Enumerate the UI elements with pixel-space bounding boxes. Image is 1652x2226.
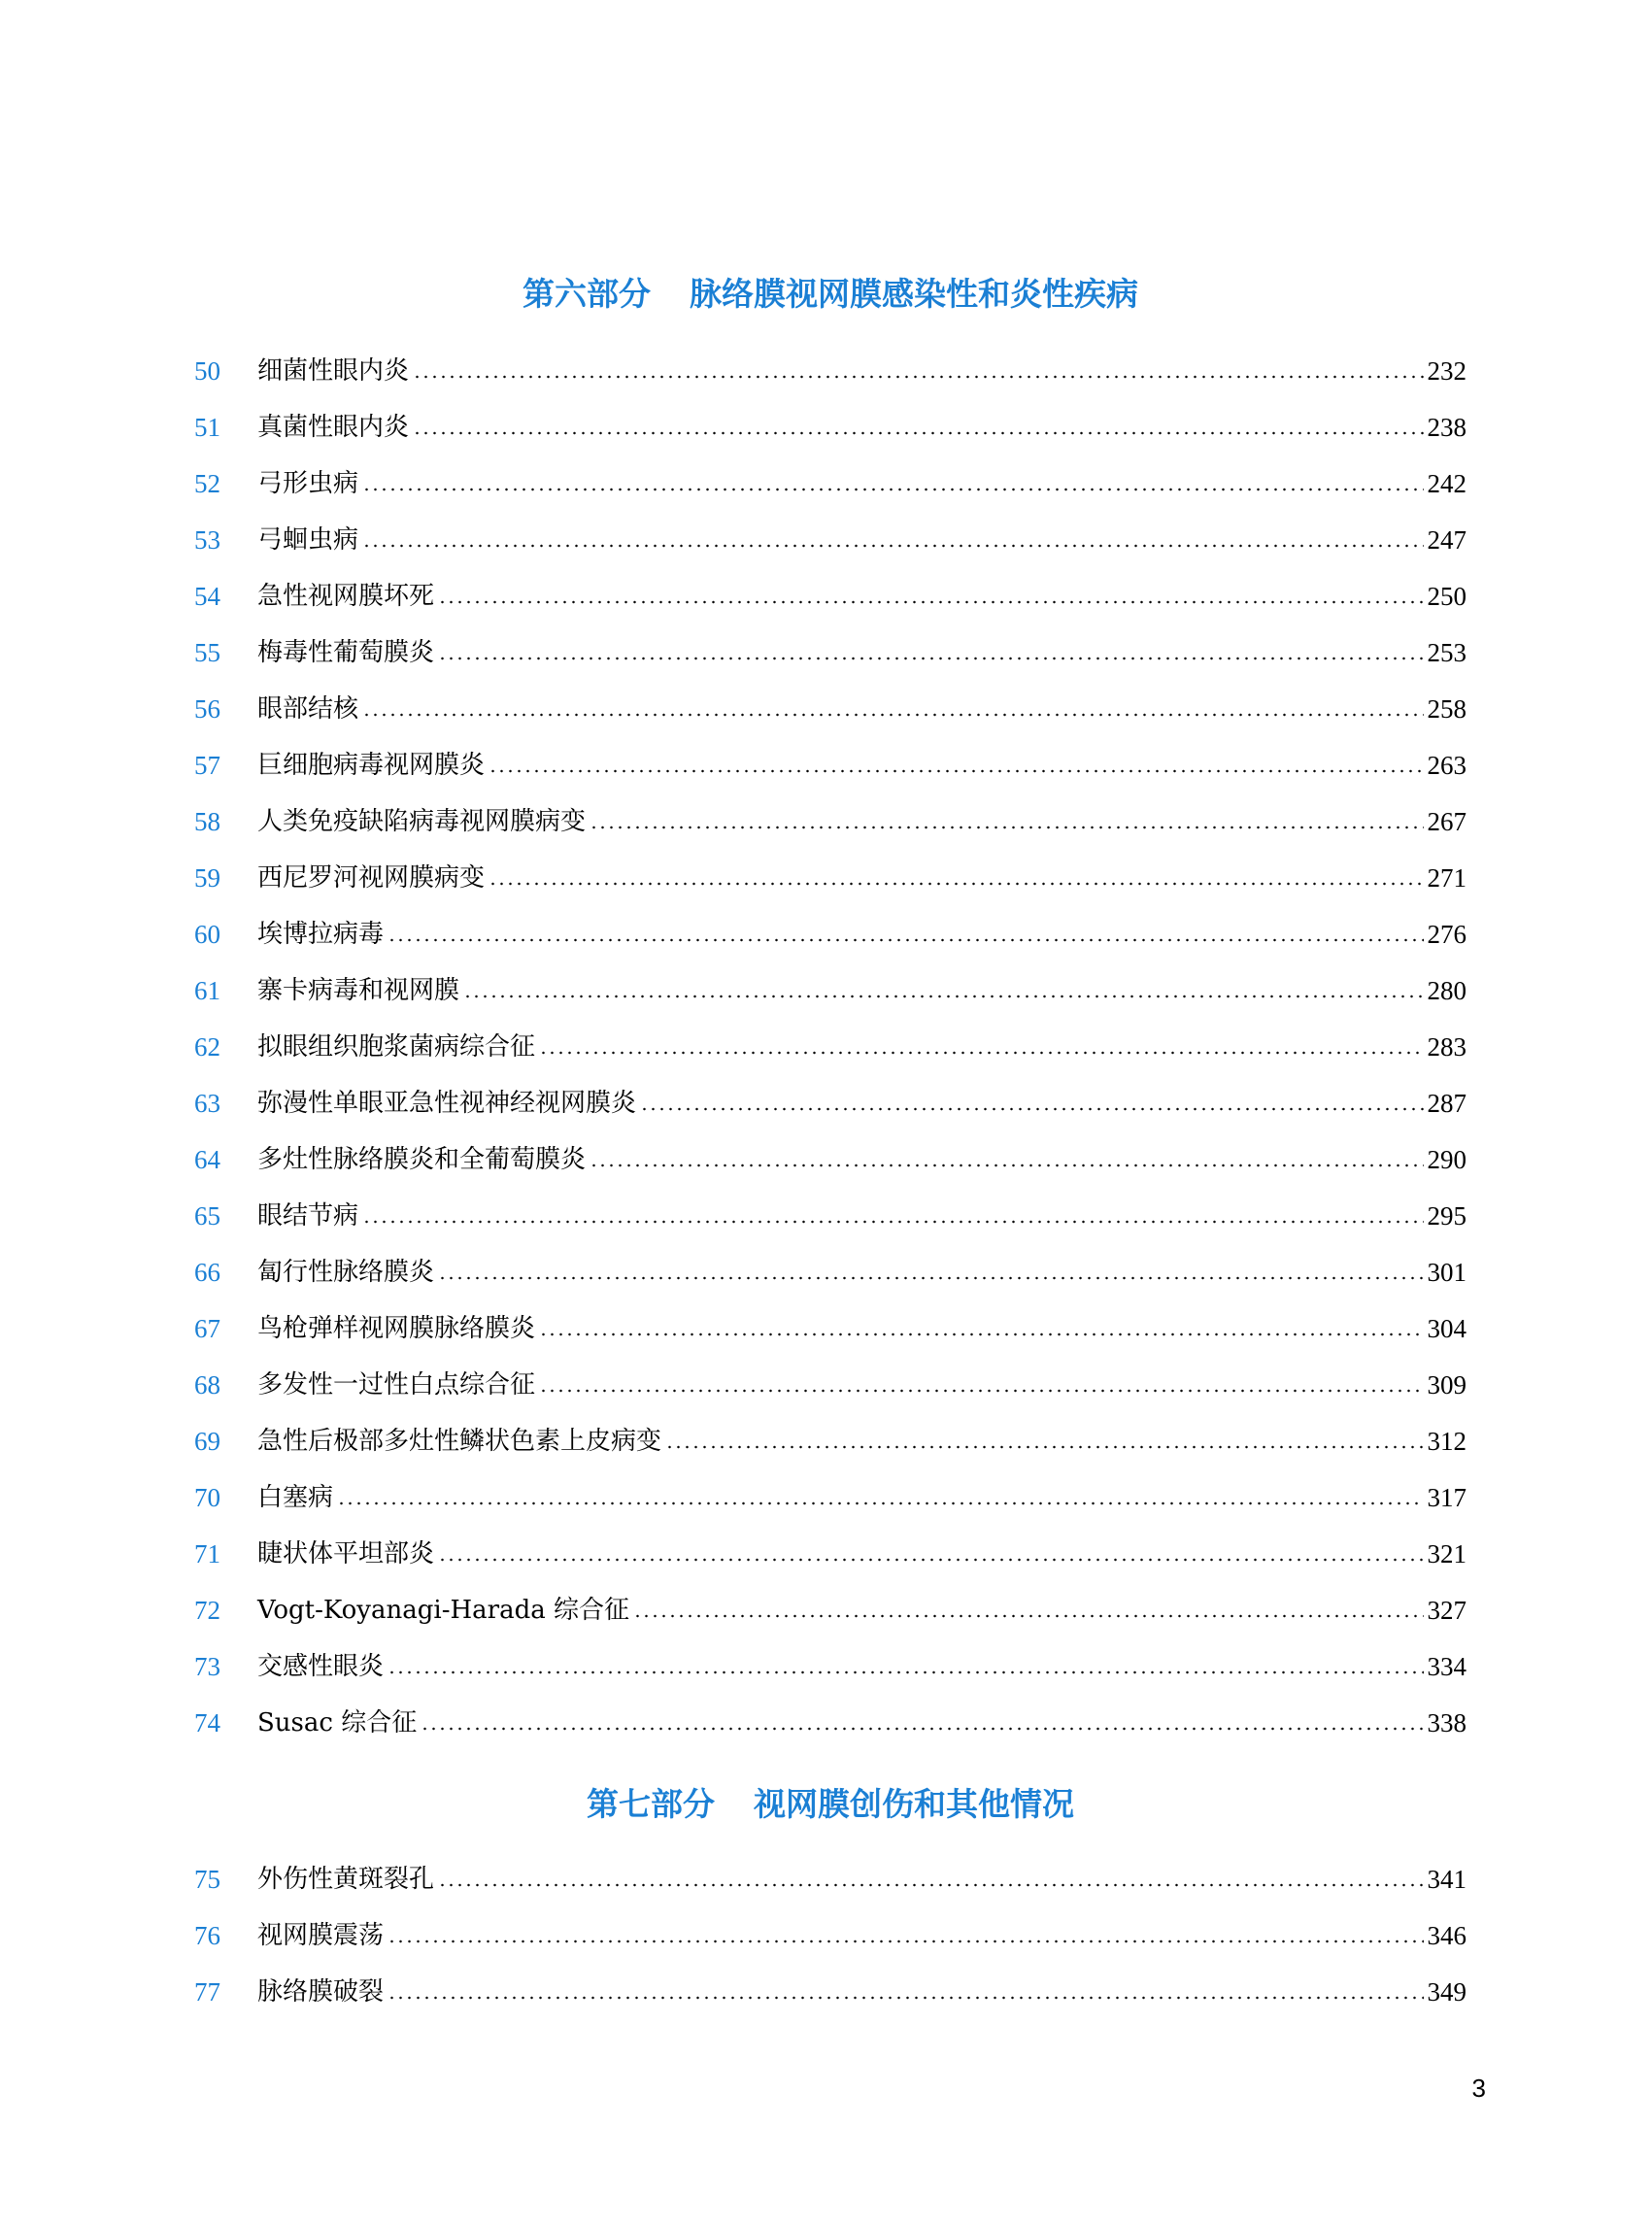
chapter-title: 埃博拉病毒 bbox=[257, 920, 385, 949]
dot-leader bbox=[590, 1140, 1423, 1179]
chapter-number: 59 bbox=[194, 863, 220, 893]
chapter-number: 71 bbox=[194, 1539, 220, 1568]
chapter-title: 真菌性眼内炎 bbox=[257, 413, 410, 442]
page-number: 290 bbox=[1427, 1145, 1467, 1174]
toc-entry[interactable] bbox=[194, 1197, 1467, 1235]
toc-entry[interactable] bbox=[194, 1535, 1467, 1573]
chapter-number: 57 bbox=[194, 751, 220, 780]
chapter-title: 视网膜震荡 bbox=[257, 1921, 385, 1950]
toc-entry[interactable] bbox=[194, 577, 1467, 616]
toc-entry[interactable] bbox=[194, 1140, 1467, 1179]
chapter-title: 巨细胞病毒视网膜炎 bbox=[257, 751, 486, 780]
chapter-number: 63 bbox=[194, 1089, 220, 1118]
page-number: 301 bbox=[1427, 1258, 1467, 1287]
chapter-title: 交感性眼炎 bbox=[257, 1652, 385, 1681]
page-number: 242 bbox=[1427, 469, 1467, 498]
chapter-number: 55 bbox=[194, 638, 220, 667]
chapter-title: 寨卡病毒和视网膜 bbox=[257, 976, 460, 1005]
chapter-title: 弥漫性单眼亚急性视神经视网膜炎 bbox=[257, 1089, 637, 1118]
toc-entry[interactable] bbox=[194, 1084, 1467, 1123]
dot-leader bbox=[388, 915, 1423, 954]
chapter-title: 眼部结核 bbox=[257, 694, 359, 724]
toc-entry[interactable] bbox=[194, 915, 1467, 954]
chapter-title: 多发性一过性白点综合征 bbox=[257, 1370, 536, 1400]
chapter-number: 77 bbox=[194, 1977, 220, 2007]
chapter-title: Susac 综合征 bbox=[257, 1708, 418, 1737]
toc-entry[interactable] bbox=[194, 971, 1467, 1010]
toc-entry[interactable] bbox=[194, 859, 1467, 897]
chapter-title: 鸟枪弹样视网膜脉络膜炎 bbox=[257, 1314, 536, 1343]
chapter-number: 66 bbox=[194, 1258, 220, 1287]
chapter-title: 梅毒性葡萄膜炎 bbox=[257, 638, 435, 667]
chapter-title: 眼结节病 bbox=[257, 1201, 359, 1231]
chapter-title: 急性后极部多灶性鳞状色素上皮病变 bbox=[257, 1427, 662, 1456]
chapter-number: 69 bbox=[194, 1427, 220, 1456]
chapter-number: 74 bbox=[194, 1708, 220, 1737]
dot-leader bbox=[489, 859, 1423, 897]
dot-leader bbox=[438, 1535, 1423, 1573]
page-number: 295 bbox=[1427, 1201, 1467, 1231]
toc-entry[interactable] bbox=[194, 1478, 1467, 1517]
toc-entry[interactable] bbox=[194, 1591, 1467, 1630]
dot-leader bbox=[438, 577, 1423, 616]
page-number: 247 bbox=[1427, 525, 1467, 555]
chapter-number: 60 bbox=[194, 920, 220, 949]
page-number: 312 bbox=[1427, 1427, 1467, 1456]
page-number: 304 bbox=[1427, 1314, 1467, 1343]
chapter-number: 65 bbox=[194, 1201, 220, 1231]
toc-entry[interactable] bbox=[194, 1253, 1467, 1292]
dot-leader bbox=[489, 746, 1423, 785]
page-number: 232 bbox=[1427, 356, 1467, 386]
page-number: 321 bbox=[1427, 1539, 1467, 1568]
toc-entry[interactable] bbox=[194, 746, 1467, 785]
dot-leader bbox=[388, 1647, 1423, 1686]
chapter-number: 68 bbox=[194, 1370, 220, 1400]
part-label: 第七部分 bbox=[587, 1785, 715, 1823]
page-number: 283 bbox=[1427, 1032, 1467, 1062]
page-number: 349 bbox=[1427, 1977, 1467, 2007]
toc-entry[interactable] bbox=[194, 352, 1467, 390]
dot-leader bbox=[388, 1973, 1423, 2011]
page-number: 341 bbox=[1427, 1865, 1467, 1894]
chapter-number: 67 bbox=[194, 1314, 220, 1343]
dot-leader bbox=[463, 971, 1423, 1010]
chapter-number: 50 bbox=[194, 356, 220, 386]
toc-entry[interactable] bbox=[194, 1703, 1467, 1742]
dot-leader bbox=[438, 1860, 1423, 1899]
part-title: 脉络膜视网膜感染性和炎性疾病 bbox=[690, 275, 1138, 313]
page-number: 334 bbox=[1427, 1652, 1467, 1681]
page-number: 267 bbox=[1427, 807, 1467, 836]
dot-leader bbox=[413, 408, 1423, 447]
part-heading bbox=[194, 1785, 1467, 1824]
part-title: 视网膜创伤和其他情况 bbox=[754, 1785, 1074, 1823]
page-number: 276 bbox=[1427, 920, 1467, 949]
chapter-title: 拟眼组织胞浆菌病综合征 bbox=[257, 1032, 536, 1062]
page-number: 250 bbox=[1427, 582, 1467, 611]
chapter-title: 白塞病 bbox=[257, 1483, 334, 1512]
dot-leader bbox=[665, 1422, 1423, 1461]
chapter-title: 西尼罗河视网膜病变 bbox=[257, 863, 486, 893]
toc-entry[interactable] bbox=[194, 1366, 1467, 1404]
dot-leader bbox=[337, 1478, 1423, 1517]
toc-entry[interactable] bbox=[194, 1647, 1467, 1686]
chapter-title: 匐行性脉络膜炎 bbox=[257, 1258, 435, 1287]
page-number: 309 bbox=[1427, 1370, 1467, 1400]
toc-entry[interactable] bbox=[194, 690, 1467, 728]
dot-leader bbox=[633, 1591, 1424, 1630]
toc-entry[interactable] bbox=[194, 1422, 1467, 1461]
page-number: 338 bbox=[1427, 1708, 1467, 1737]
toc-entry[interactable] bbox=[194, 1973, 1467, 2011]
dot-leader bbox=[388, 1916, 1423, 1955]
chapter-title: 弓蛔虫病 bbox=[257, 525, 359, 555]
dot-leader bbox=[421, 1703, 1423, 1742]
toc-entry[interactable] bbox=[194, 633, 1467, 672]
dot-leader bbox=[438, 1253, 1423, 1292]
chapter-title: 外伤性黄斑裂孔 bbox=[257, 1865, 435, 1894]
chapter-number: 73 bbox=[194, 1652, 220, 1681]
dot-leader bbox=[362, 690, 1423, 728]
chapter-number: 51 bbox=[194, 413, 220, 442]
chapter-title: 睫状体平坦部炎 bbox=[257, 1539, 435, 1568]
chapter-number: 56 bbox=[194, 694, 220, 724]
toc-entry[interactable] bbox=[194, 521, 1467, 559]
chapter-number: 70 bbox=[194, 1483, 220, 1512]
part-label: 第六部分 bbox=[523, 275, 651, 313]
toc-entry[interactable] bbox=[194, 1860, 1467, 1899]
dot-leader bbox=[539, 1028, 1423, 1066]
page-folio: 3 bbox=[1471, 2074, 1486, 2103]
dot-leader bbox=[539, 1366, 1423, 1404]
page-number: 253 bbox=[1427, 638, 1467, 667]
page-number: 346 bbox=[1427, 1921, 1467, 1950]
chapter-number: 76 bbox=[194, 1921, 220, 1950]
dot-leader bbox=[362, 1197, 1423, 1235]
chapter-number: 62 bbox=[194, 1032, 220, 1062]
page-number: 317 bbox=[1427, 1483, 1467, 1512]
dot-leader bbox=[438, 633, 1423, 672]
page-number: 238 bbox=[1427, 413, 1467, 442]
page-number: 280 bbox=[1427, 976, 1467, 1005]
chapter-title: 人类免疫缺陷病毒视网膜病变 bbox=[257, 807, 587, 836]
dot-leader bbox=[590, 802, 1423, 841]
page-number: 263 bbox=[1427, 751, 1467, 780]
toc-entry[interactable] bbox=[194, 1916, 1467, 1955]
chapter-number: 64 bbox=[194, 1145, 220, 1174]
toc-entry[interactable] bbox=[194, 464, 1467, 503]
chapter-number: 58 bbox=[194, 807, 220, 836]
toc-entry[interactable] bbox=[194, 1028, 1467, 1066]
toc-entry[interactable] bbox=[194, 1309, 1467, 1348]
chapter-title: 细菌性眼内炎 bbox=[257, 356, 410, 386]
chapter-number: 61 bbox=[194, 976, 220, 1005]
part-heading bbox=[194, 275, 1467, 314]
chapter-title: 急性视网膜坏死 bbox=[257, 582, 435, 611]
page-number: 327 bbox=[1427, 1596, 1467, 1625]
toc-entry[interactable] bbox=[194, 802, 1467, 841]
page-number: 287 bbox=[1427, 1089, 1467, 1118]
dot-leader bbox=[539, 1309, 1423, 1348]
page-number: 271 bbox=[1427, 863, 1467, 893]
dot-leader bbox=[362, 464, 1423, 503]
chapter-title: Vogt-Koyanagi-Harada 综合征 bbox=[257, 1596, 629, 1625]
chapter-number: 52 bbox=[194, 469, 220, 498]
chapter-number: 53 bbox=[194, 525, 220, 555]
chapter-number: 72 bbox=[194, 1596, 220, 1625]
page-number: 258 bbox=[1427, 694, 1467, 724]
chapter-title: 弓形虫病 bbox=[257, 469, 359, 498]
dot-leader bbox=[640, 1084, 1423, 1123]
chapter-title: 多灶性脉络膜炎和全葡萄膜炎 bbox=[257, 1145, 587, 1174]
dot-leader bbox=[362, 521, 1423, 559]
dot-leader bbox=[413, 352, 1423, 390]
chapter-number: 54 bbox=[194, 582, 220, 611]
toc-entry[interactable] bbox=[194, 408, 1467, 447]
chapter-number: 75 bbox=[194, 1865, 220, 1894]
chapter-title: 脉络膜破裂 bbox=[257, 1977, 385, 2007]
